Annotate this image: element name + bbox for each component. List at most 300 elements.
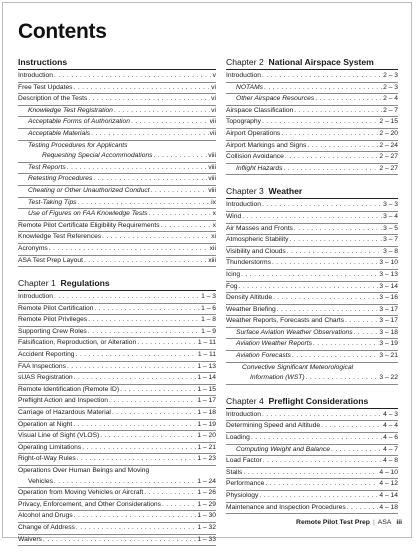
toc-page-number: 1 – 8 xyxy=(201,316,216,324)
dot-leader xyxy=(239,282,379,293)
toc-page-number: 3 – 16 xyxy=(379,294,398,302)
toc-right-column xyxy=(226,57,398,525)
toc-entry-label: Visual Line of Sight (VLOS) xyxy=(18,432,100,440)
toc-entry[interactable] xyxy=(18,466,216,488)
toc-entry-label: Falsification, Reproduction, or Alteration xyxy=(18,339,137,347)
toc-entry-label: Introduction xyxy=(18,293,53,301)
toc-entry[interactable] xyxy=(226,316,398,328)
toc-page-number: 1 – 11 xyxy=(197,351,216,359)
dot-leader xyxy=(273,293,378,304)
dot-leader xyxy=(131,117,209,128)
toc-entry[interactable] xyxy=(226,363,398,385)
toc-entry-label: Acceptable Materials xyxy=(28,129,91,137)
dot-leader xyxy=(67,362,196,373)
toc-entry[interactable] xyxy=(18,163,216,175)
page-title: Contents xyxy=(18,20,107,43)
dot-leader xyxy=(161,221,212,232)
dot-leader xyxy=(120,385,196,396)
toc-entry-label: Stalls xyxy=(226,468,243,476)
footer-separator: | xyxy=(372,519,375,526)
toc-entry-label: Retesting Procedures xyxy=(28,175,93,183)
toc-entry[interactable] xyxy=(226,479,398,491)
toc-page-number: 3 – 14 xyxy=(379,282,398,290)
dot-leader xyxy=(54,292,200,303)
toc-entry-label: Atmospheric Stability xyxy=(226,236,289,244)
toc-entry-label: Physiology xyxy=(226,492,259,499)
dot-leader xyxy=(82,443,196,454)
toc-entry[interactable] xyxy=(18,431,216,443)
toc-entry[interactable] xyxy=(226,328,398,340)
chapter-title: Weather xyxy=(268,186,303,197)
toc-page-number: 4 – 4 xyxy=(383,422,398,430)
toc-page-number: 3 – 13 xyxy=(379,270,398,278)
toc-section xyxy=(226,396,398,514)
dot-leader xyxy=(265,479,378,490)
dot-leader xyxy=(251,433,382,444)
dot-leader xyxy=(102,232,210,243)
toc-entry-label: Loading xyxy=(226,434,250,442)
dot-leader xyxy=(262,71,382,82)
toc-entry[interactable] xyxy=(18,198,216,210)
toc-entry[interactable] xyxy=(18,408,216,420)
dot-leader xyxy=(277,305,379,316)
toc-entry[interactable] xyxy=(18,385,216,397)
toc-entry[interactable] xyxy=(18,511,216,523)
toc-entry-label: NOTAMs xyxy=(236,83,263,91)
toc-entry-label: Icing xyxy=(226,270,241,278)
dot-leader xyxy=(264,83,382,94)
dot-leader xyxy=(243,468,378,479)
toc-page-number: 3 – 8 xyxy=(383,247,398,255)
toc-entry[interactable] xyxy=(18,488,216,500)
toc-entry[interactable] xyxy=(226,129,398,141)
toc-page-number: 1 – 24 xyxy=(197,477,216,485)
toc-entry-label: Remote Pilot Certification xyxy=(18,304,94,312)
toc-page-number: 2 – 3 xyxy=(383,83,398,91)
dot-leader xyxy=(313,339,378,350)
toc-entry-label: Change of Address xyxy=(18,523,75,531)
toc-entry-label: Introduction xyxy=(226,201,261,209)
toc-page-number: 2 – 24 xyxy=(379,141,398,149)
dot-leader xyxy=(354,328,379,339)
toc-entry-label: Weather Reports, Forecasts and Charts xyxy=(226,317,345,325)
toc-entry[interactable] xyxy=(226,83,398,95)
toc-entry-label: Air Masses and Fronts xyxy=(226,224,293,232)
toc-entry-continued xyxy=(226,373,398,384)
toc-entry[interactable] xyxy=(226,94,398,106)
dot-leader xyxy=(93,174,207,185)
toc-entry[interactable] xyxy=(18,396,216,408)
dot-leader xyxy=(54,71,212,82)
dot-leader xyxy=(287,247,382,258)
toc-entry[interactable] xyxy=(18,71,216,83)
toc-entry-label: Performance xyxy=(226,480,265,488)
toc-section xyxy=(18,278,216,546)
dot-leader xyxy=(144,488,196,499)
section-heading xyxy=(226,57,398,70)
toc-page-number: 1 – 23 xyxy=(197,455,216,463)
toc-entry-label: Fog xyxy=(226,282,238,290)
toc-entry[interactable] xyxy=(226,468,398,480)
dot-leader xyxy=(345,316,378,327)
dot-leader xyxy=(162,500,196,511)
chapter-title: Preflight Considerations xyxy=(268,395,369,406)
dot-leader xyxy=(78,198,211,209)
toc-page-number: vi xyxy=(211,106,216,114)
toc-entry-label: FAA Inspections xyxy=(18,362,66,370)
toc-entry-label: Test Reports xyxy=(28,163,66,171)
toc-entry-label: Carriage of Hazardous Material xyxy=(18,409,111,417)
chapter-number: Chapter 1 xyxy=(18,278,56,289)
toc-page-number: 3 – 5 xyxy=(383,224,398,232)
toc-entry-label: Surface Aviation Weather Observations xyxy=(236,328,353,336)
dot-leader xyxy=(91,129,209,140)
toc-entry-label: Remote Pilot Privileges xyxy=(18,316,88,324)
toc-entry[interactable] xyxy=(226,503,398,515)
toc-entry[interactable] xyxy=(18,186,216,198)
toc-entry-label: Airport Operations xyxy=(226,129,281,137)
toc-page-number: xi xyxy=(211,233,216,241)
toc-entry-label: Operation from Moving Vehicles or Aircraft xyxy=(18,489,144,497)
section-heading xyxy=(226,396,398,409)
dot-leader xyxy=(77,454,197,465)
toc-entry-label: Determining Speed and Altitude xyxy=(226,422,321,430)
toc-page-number: vi xyxy=(211,95,216,103)
toc-page-number: 4 – 18 xyxy=(379,503,398,511)
toc-entry[interactable] xyxy=(226,282,398,294)
toc-entry-continued xyxy=(18,151,216,162)
toc-page-number: viii xyxy=(208,163,216,171)
toc-page-number: 3 – 7 xyxy=(383,236,398,244)
footer-book-title: Remote Pilot Test Prep xyxy=(296,519,370,526)
toc-page-number: 1 – 14 xyxy=(197,374,216,382)
toc-entry[interactable] xyxy=(18,141,216,163)
dot-leader xyxy=(54,477,196,488)
toc-entry-label: Knowledge Test References xyxy=(18,233,102,241)
toc-entry-label: Thunderstorms xyxy=(226,259,271,267)
dot-leader xyxy=(242,212,382,223)
chapter-title: National Airspace System xyxy=(268,57,374,67)
toc-entry-label: Supporting Crew Roles xyxy=(18,327,87,335)
toc-entry-label: Load Factor xyxy=(226,457,262,465)
toc-entry[interactable] xyxy=(18,117,216,129)
chapter-title: Instructions xyxy=(18,57,68,67)
dot-leader xyxy=(67,163,208,174)
toc-page-number: viii xyxy=(208,186,216,194)
toc-page-number: 1 – 13 xyxy=(197,362,216,370)
toc-page-number: v xyxy=(212,72,216,79)
dot-leader xyxy=(151,186,208,197)
toc-entry[interactable] xyxy=(18,500,216,512)
dot-leader xyxy=(112,408,196,419)
toc-page-number: 2 – 20 xyxy=(379,129,398,137)
toc-entry-label: Visibility and Clouds xyxy=(226,247,286,255)
toc-entry[interactable] xyxy=(18,106,216,118)
section-heading xyxy=(18,57,216,70)
toc-entry[interactable] xyxy=(226,339,398,351)
dot-leader xyxy=(262,200,382,211)
toc-entry-label: Convective Significant Meteorological xyxy=(242,363,354,371)
toc-page-number: xiii xyxy=(208,256,216,264)
toc-entry[interactable] xyxy=(226,164,398,176)
section-heading xyxy=(226,186,398,199)
toc-page-number: 3 – 18 xyxy=(379,328,398,336)
dot-leader xyxy=(272,258,378,269)
dot-leader xyxy=(76,523,197,534)
dot-leader xyxy=(292,351,379,362)
toc-entry[interactable] xyxy=(18,454,216,466)
toc-entry[interactable] xyxy=(18,315,216,327)
toc-entry[interactable] xyxy=(18,129,216,141)
toc-page-number: viii xyxy=(208,175,216,183)
toc-left-column xyxy=(18,57,216,557)
dot-leader xyxy=(321,421,382,432)
toc-entry-label: Remote Pilot Certificate Eligibility Requirements xyxy=(18,221,160,229)
toc-entry-label: Right-of-Way Rules xyxy=(18,455,76,463)
chapter-title: Regulations xyxy=(60,278,110,289)
toc-entry-label: Introduction xyxy=(18,72,53,79)
dot-leader xyxy=(74,83,211,94)
page-footer xyxy=(296,519,402,526)
toc-entry[interactable] xyxy=(226,141,398,153)
toc-entry-label: Maintenance and Inspection Procedures xyxy=(226,503,346,511)
toc-page-number: vi xyxy=(211,83,216,91)
dot-leader xyxy=(331,445,382,456)
toc-entry[interactable] xyxy=(18,174,216,186)
toc-entry-label: Operating Limitations xyxy=(18,443,82,451)
toc-entry-continued xyxy=(18,477,216,488)
toc-entry[interactable] xyxy=(226,433,398,445)
toc-page-number: 1 – 26 xyxy=(197,489,216,497)
toc-page-number: vii xyxy=(209,118,216,126)
dot-leader xyxy=(109,396,196,407)
toc-entry-label: Airspace Classification xyxy=(226,106,294,114)
toc-entry[interactable] xyxy=(18,362,216,374)
toc-entry[interactable] xyxy=(226,293,398,305)
toc-entry-label: Preflight Action and Inspection xyxy=(18,397,108,405)
toc-entry-label: Waivers xyxy=(18,535,42,543)
toc-page-number: 1 – 29 xyxy=(197,500,216,508)
toc-entry[interactable] xyxy=(18,94,216,106)
toc-page-number: 1 – 6 xyxy=(201,304,216,312)
dot-leader xyxy=(43,535,197,546)
toc-section xyxy=(18,57,216,267)
toc-page-number: 4 – 6 xyxy=(383,434,398,442)
toc-entry[interactable] xyxy=(226,305,398,317)
toc-page-number: 1 – 33 xyxy=(197,535,216,543)
toc-entry[interactable] xyxy=(226,200,398,212)
dot-leader xyxy=(154,151,208,162)
dot-leader xyxy=(100,431,196,442)
toc-entry-label: Operation at Night xyxy=(18,420,73,428)
toc-entry[interactable] xyxy=(18,443,216,455)
toc-entry-label: Aviation Forecasts xyxy=(236,352,291,360)
toc-entry[interactable] xyxy=(18,256,216,268)
toc-entry-label: Introduction xyxy=(226,72,261,79)
toc-entry[interactable] xyxy=(226,152,398,164)
toc-entry[interactable] xyxy=(226,224,398,236)
toc-page-number: 1 – 21 xyxy=(197,443,216,451)
toc-entry-label-cont: Information (WST) xyxy=(250,374,305,382)
toc-page-number: 4 – 8 xyxy=(383,457,398,465)
toc-entry[interactable] xyxy=(18,350,216,362)
dot-leader xyxy=(294,224,382,235)
toc-entry[interactable] xyxy=(18,244,216,256)
toc-page-number: x xyxy=(212,210,216,218)
dot-leader xyxy=(74,373,197,384)
dot-leader xyxy=(263,456,382,467)
toc-entry[interactable] xyxy=(226,117,398,129)
toc-page-number: 2 – 27 xyxy=(379,153,398,161)
dot-leader xyxy=(306,373,379,384)
toc-page-number: 2 – 7 xyxy=(383,106,398,114)
dot-leader xyxy=(94,304,200,315)
dot-leader xyxy=(294,106,382,117)
toc-page-number: x xyxy=(212,221,216,229)
dot-leader xyxy=(259,491,378,502)
toc-entry-label: Collision Avoidance xyxy=(226,153,284,161)
toc-entry[interactable] xyxy=(226,421,398,433)
dot-leader xyxy=(148,209,211,220)
toc-page-number: vii xyxy=(209,129,216,137)
toc-page-number: 3 – 3 xyxy=(383,201,398,209)
toc-entry[interactable] xyxy=(18,292,216,304)
dot-leader xyxy=(307,141,378,152)
toc-page-number: 2 – 27 xyxy=(379,164,398,172)
dot-leader xyxy=(49,244,209,255)
dot-leader xyxy=(285,152,379,163)
dot-leader xyxy=(315,94,382,105)
toc-entry-label: Introduction xyxy=(226,410,261,418)
toc-page-number: 4 – 7 xyxy=(383,445,398,453)
toc-entry-label: Density Altitude xyxy=(226,294,273,302)
toc-entry-label: Other Airspace Resources xyxy=(236,95,315,103)
toc-entry-label: Weather Briefing xyxy=(226,305,276,313)
toc-entry-label: Topography xyxy=(226,118,261,126)
dot-leader xyxy=(262,410,382,421)
dot-leader xyxy=(84,256,207,267)
dot-leader xyxy=(114,106,210,117)
toc-entry[interactable] xyxy=(226,445,398,457)
toc-page-number: 3 – 10 xyxy=(379,259,398,267)
toc-page-number: 1 – 3 xyxy=(201,293,216,301)
toc-page-number: 4 – 12 xyxy=(379,480,398,488)
toc-entry[interactable] xyxy=(18,420,216,432)
toc-entry[interactable] xyxy=(226,456,398,468)
dot-leader xyxy=(88,94,210,105)
toc-entry[interactable] xyxy=(226,258,398,270)
toc-page-number: 3 – 22 xyxy=(379,374,398,382)
toc-entry-label-cont: Vehicles xyxy=(28,477,53,485)
toc-entry[interactable] xyxy=(18,327,216,339)
toc-entry-label: Cheating or Other Unauthorized Conduct xyxy=(28,186,150,194)
toc-page-number: 3 – 17 xyxy=(379,317,398,325)
section-heading xyxy=(18,278,216,291)
toc-entry[interactable] xyxy=(18,232,216,244)
toc-page-number: 4 – 3 xyxy=(383,410,398,418)
toc-page-number: 3 – 17 xyxy=(379,305,398,313)
toc-entry-label: Acceptable Forms of Authorization xyxy=(28,118,130,126)
toc-page-number: 1 – 17 xyxy=(197,397,216,405)
toc-entry[interactable] xyxy=(18,209,216,221)
toc-entry[interactable] xyxy=(18,304,216,316)
toc-entry[interactable] xyxy=(226,235,398,247)
footer-page-number: iii xyxy=(396,519,402,526)
toc-entry-label: Testing Procedures for Applicants xyxy=(28,141,128,149)
toc-page-number: 3 – 19 xyxy=(379,340,398,348)
toc-entry-label: ASA Test Prep Layout xyxy=(18,256,83,264)
chapter-number: Chapter 4 xyxy=(226,395,264,406)
dot-leader xyxy=(347,503,379,514)
dot-leader xyxy=(88,327,200,338)
toc-section xyxy=(226,186,398,385)
toc-entry[interactable] xyxy=(226,270,398,282)
dot-leader xyxy=(73,420,196,431)
toc-entry-label: Description of the Tests xyxy=(18,95,88,103)
toc-entry[interactable] xyxy=(226,410,398,422)
toc-entry[interactable] xyxy=(18,535,216,547)
toc-entry[interactable] xyxy=(226,212,398,224)
toc-entry[interactable] xyxy=(18,83,216,95)
toc-entry-label: Free Test Updates xyxy=(18,83,73,91)
toc-page-number: 1 – 11 xyxy=(197,339,216,347)
toc-entry[interactable] xyxy=(226,71,398,83)
toc-entry[interactable] xyxy=(226,351,398,363)
toc-entry[interactable] xyxy=(18,221,216,233)
footer-publisher: ASA xyxy=(377,519,392,526)
toc-entry-label-cont: Requesting Special Accommodations xyxy=(42,152,153,160)
toc-page-number: xii xyxy=(209,244,216,252)
toc-entry-label: Inflight Hazards xyxy=(236,164,283,172)
toc-entry-label: Privacy, Enforcement, and Other Considerations xyxy=(18,500,161,508)
toc-entry-label: Alcohol and Drugs xyxy=(18,512,73,520)
toc-page-number: 1 – 32 xyxy=(197,523,216,531)
toc-entry-label: Remote Identification (Remote ID) xyxy=(18,385,120,393)
dot-leader xyxy=(281,129,378,140)
toc-page-number: 1 – 19 xyxy=(197,420,216,428)
toc-entry[interactable] xyxy=(18,373,216,385)
toc-page-number: 2 – 4 xyxy=(383,95,398,103)
toc-page-number: 3 – 4 xyxy=(383,212,398,220)
dot-leader xyxy=(241,270,378,281)
toc-entry[interactable] xyxy=(226,106,398,118)
toc-page-number: 2 – 3 xyxy=(383,72,398,79)
toc-page-number: viii xyxy=(208,152,216,160)
toc-entry-label: Airport Markings and Signs xyxy=(226,141,307,149)
toc-entry-label: Aviation Weather Reports xyxy=(236,340,312,348)
toc-section xyxy=(226,57,398,175)
toc-entry[interactable] xyxy=(18,338,216,350)
toc-page-number: 1 – 20 xyxy=(197,432,216,440)
toc-entry[interactable] xyxy=(226,491,398,503)
toc-entry-label: Knowledge Test Registration xyxy=(28,106,113,114)
toc-page-number: 1 – 9 xyxy=(201,327,216,335)
dot-leader xyxy=(283,164,378,175)
toc-entry-label: Computing Weight and Balance xyxy=(236,445,330,453)
toc-entry-label: Test-Taking Tips xyxy=(28,198,77,206)
toc-entry-label: Acronyms xyxy=(18,244,48,252)
toc-page-number: ix xyxy=(211,198,216,206)
toc-entry[interactable] xyxy=(18,523,216,535)
toc-entry-label: sUAS Registration xyxy=(18,374,73,382)
dot-leader xyxy=(289,235,382,246)
toc-page-number: 4 – 10 xyxy=(379,468,398,476)
dot-leader xyxy=(74,511,197,522)
toc-page-number: 4 – 14 xyxy=(379,492,398,499)
toc-entry[interactable] xyxy=(226,247,398,259)
chapter-number: Chapter 3 xyxy=(226,186,264,197)
dot-leader xyxy=(137,338,197,349)
